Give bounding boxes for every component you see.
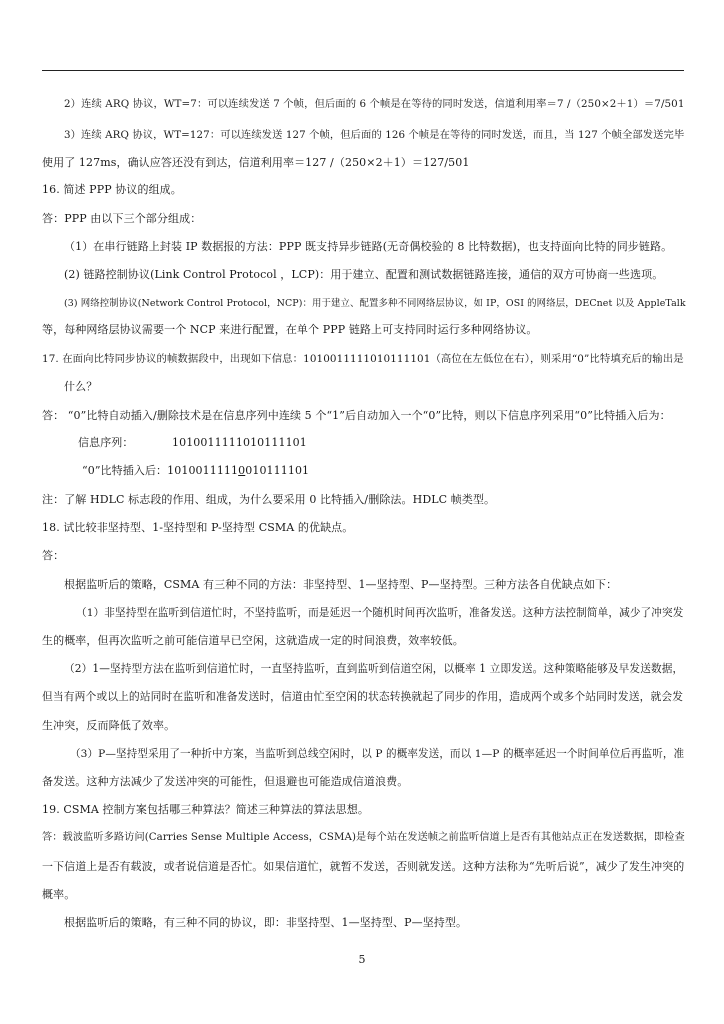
sequence-label: 信息序列： <box>78 436 134 449</box>
question-19: 19. CSMA 控制方案包括哪三种算法？简述三种算法的算法思想。 <box>42 803 369 816</box>
stuffed-sequence <box>82 464 309 478</box>
answer-16-item1: （1）在串行链路上封装 IP 数据报的方法：PPP 既支持异步链路(无奇偶校验的 8 比特数据)，也支持面向比特的同步链路。 <box>64 240 673 253</box>
header-rule <box>42 70 684 71</box>
answer-18-label: 答： <box>42 549 65 562</box>
answer-18-nonpersistent-cont: 生的概率，但再次监听之前可能信道早已空闲，这就造成一定的时间浪费，效率较低。 <box>42 634 464 647</box>
line-arq-wt127: 3）连续 ARQ 协议，WT=127：可以连续发送 127 个帧，但后面的 126 个帧是在等待的同时发送，而且，当 127 个帧全部发送完毕 <box>64 129 685 141</box>
stuffed-sequence-prefix: “0”比特插入后：1010011111 <box>82 464 239 477</box>
answer-18-1persistent-cont2: 生冲突，反而降低了效率。 <box>42 719 176 732</box>
answer-18-intro: 根据监听后的策略，CSMA 有三种不同的方法：非坚持型、1—坚持型、P—坚持型。三种方法各自优缺点如下： <box>64 578 618 591</box>
question-17: 17. 在面向比特同步协议的帧数据段中，出现如下信息：1010011111010111101（高位在左低位在右），则采用“0”比特填充后的输出是 <box>42 353 684 365</box>
answer-18-ppersistent-cont: 备发送。这种方法减少了发送冲突的可能性，但退避也可能造成信道浪费。 <box>42 775 409 788</box>
question-17-cont: 什么？ <box>64 380 98 393</box>
question-16: 16. 简述 PPP 协议的组成。 <box>42 183 182 196</box>
answer-19-line4: 根据监听后的策略，有三种不同的协议，即：非坚持型、1—坚持型、P—坚持型。 <box>64 916 468 929</box>
answer-18-1persistent: （2）1—坚持型方法在监听到信道忙时，一直坚持监听，直到监听到信道空闲，以概率 1 立即发送。这种策略能够及早发送数据， <box>64 662 684 675</box>
answer-18-ppersistent: （3）P—坚持型采用了一种折中方案，当监听到总线空闲时，以 P 的概率发送，而以 1—P 的概率延迟一个时间单位后再监听，准 <box>70 748 685 760</box>
answer-17: 答： “0”比特自动插入/删除技术是在信息序列中连续 5 个“1”后自动加入一个“0”比特，则以下信息序列采用“0”比特插入后为： <box>42 409 671 422</box>
answer-16-item3: (3) 网络控制协议(Network Control Protocol，NCP)：用于建立、配置多种不同网络层协议，如 IP，OSI 的网络层，DECnet 以及 AppleTalk <box>64 298 686 309</box>
line-arq-wt7: 2）连续 ARQ 协议，WT=7：可以连续发送 7 个帧，但后面的 6 个帧是在等待的同时发送，信道利用率＝7 /（250×2＋1）＝7/501 <box>64 98 685 110</box>
answer-16-item2: (2) 链路控制协议(Link Control Protocol ，LCP)：用于建立、配置和测试数据链路连接，通信的双方可协商一些选项。 <box>64 268 664 281</box>
answer-19-line1: 答：载波监听多路访问(Carries Sense Multiple Access，CSMA)是每个站在发送帧之前监听信道上是否有其他站点正在发送数据，即检查 <box>42 832 685 843</box>
stuffed-sequence-suffix: 010111101 <box>245 464 310 477</box>
line-arq-wt127-cont: 使用了 127ms，确认应答还没有到达，信道利用率＝127 /（250×2＋1）＝127/501 <box>42 156 470 169</box>
question-18: 18. 试比较非坚持型、1-坚持型和 P-坚持型 CSMA 的优缺点。 <box>42 521 354 534</box>
answer-18-nonpersistent: （1）非坚持型在监听到信道忙时，不坚持监听，而是延迟一个随机时间再次监听，准备发送。这种方法控制简单，减少了冲突发 <box>76 606 684 619</box>
stuffed-bit: 0 <box>238 464 246 477</box>
page-number: 5 <box>358 953 366 966</box>
sequence-value: 1010011111010111101 <box>172 436 307 449</box>
answer-19-line3: 概率。 <box>42 888 76 901</box>
answer-19-line2: 一下信道上是否有载波，或者说信道是否忙。如果信道忙，就暂不发送，否则就发送。这种方法称为“先听后说”，减少了发生冲突的 <box>42 860 685 873</box>
answer-18-1persistent-cont1: 但当有两个或以上的站同时在监听和准备发送时，信道由忙至空闲的状态转换就起了同步的作用，造成两个或多个站同时发送，就会发 <box>42 690 684 703</box>
answer-16-intro: 答：PPP 由以下三个部分组成： <box>42 212 202 225</box>
answer-16-item3-cont: 等，每种网络层协议需要一个 NCP 来进行配置，在单个 PPP 链路上可支持同时运行多种网络协议。 <box>42 323 538 336</box>
note-hdlc: 注：了解 HDLC 标志段的作用、组成，为什么要采用 0 比特插入/删除法。HDLC 帧类型。 <box>42 493 496 506</box>
